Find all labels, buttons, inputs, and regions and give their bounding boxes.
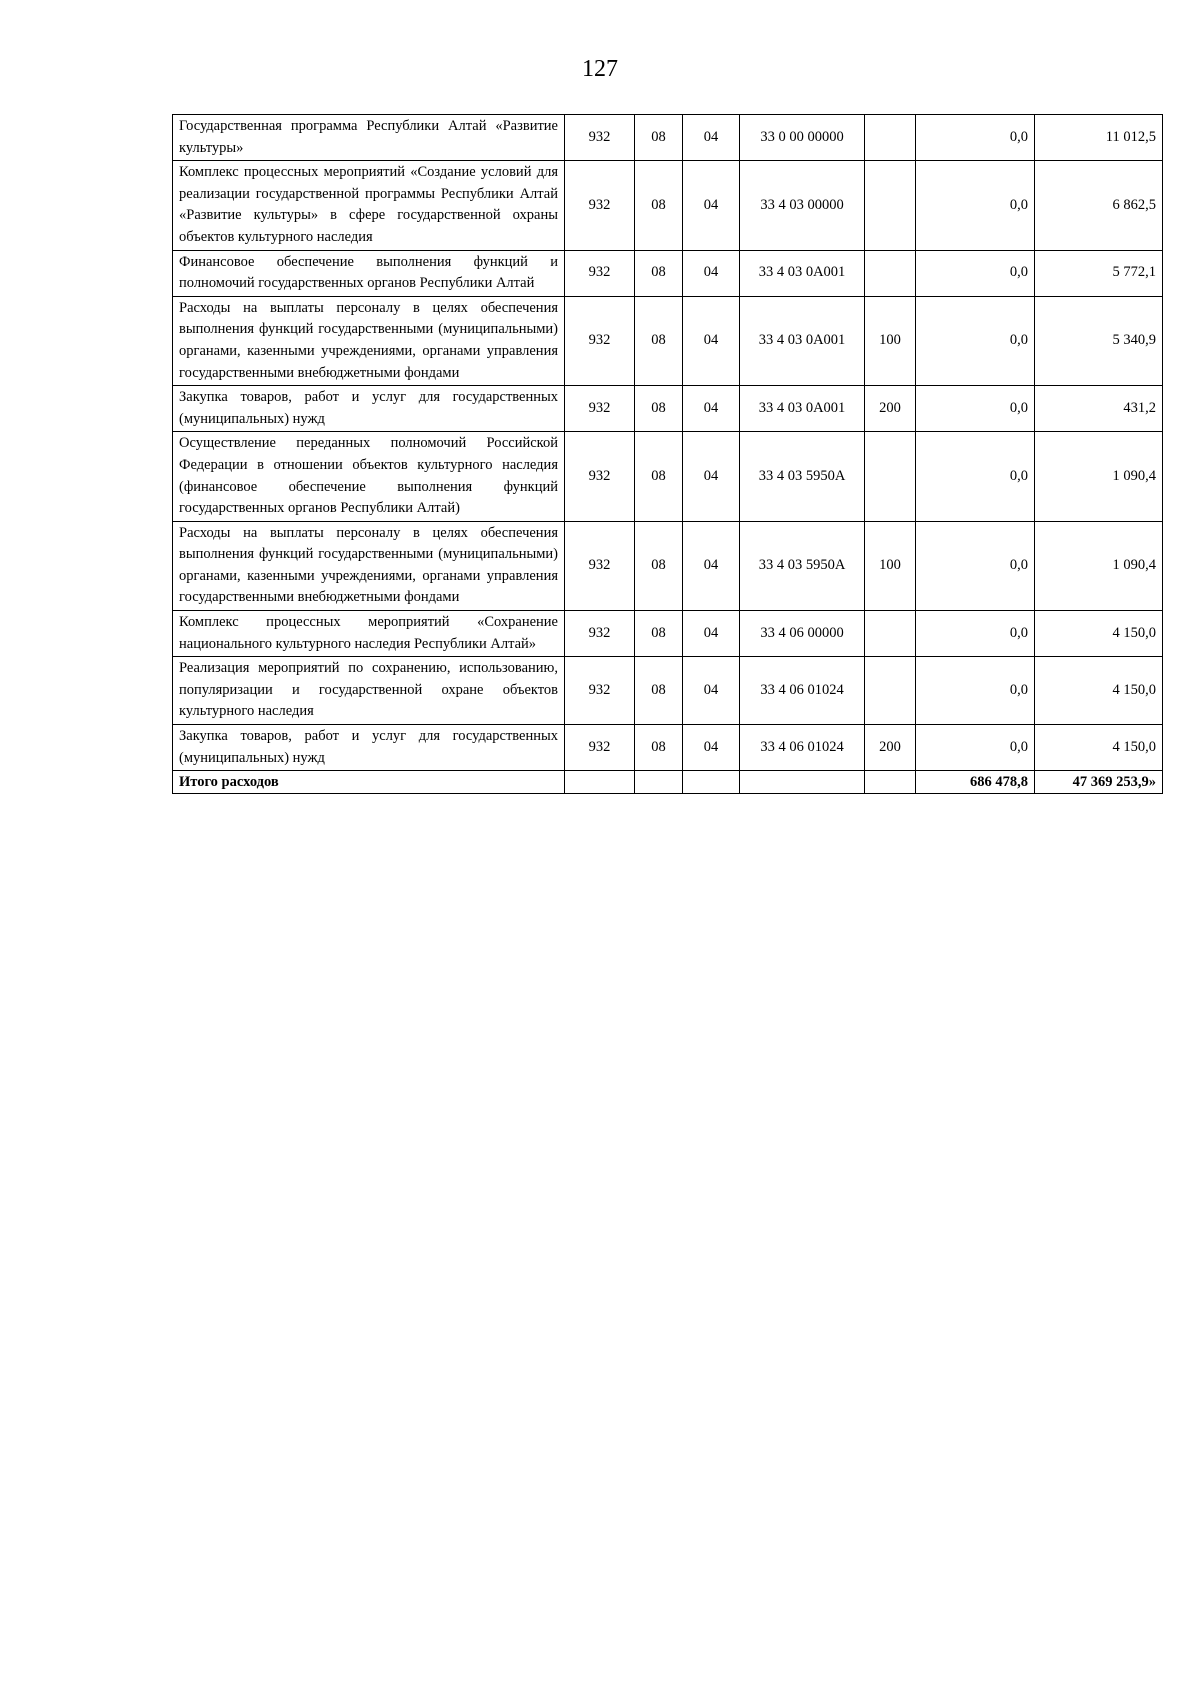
row-sum-2: 4 150,0: [1035, 611, 1163, 657]
row-sum-1: 0,0: [916, 161, 1035, 250]
row-target-article: 33 4 03 00000: [740, 161, 865, 250]
row-sum-1: 0,0: [916, 611, 1035, 657]
row-sum-1: 0,0: [916, 386, 1035, 432]
row-section: 08: [635, 296, 683, 385]
row-sum-2: 431,2: [1035, 386, 1163, 432]
row-admin-code: 932: [565, 115, 635, 161]
row-expense-type: 200: [865, 725, 916, 771]
total-empty-cell: [635, 771, 683, 794]
table-row: [173, 725, 1163, 771]
row-target-article: 33 4 03 0А001: [740, 386, 865, 432]
table-row: [173, 250, 1163, 296]
row-name: Закупка товаров, работ и услуг для государственных (муниципальных) нужд: [173, 386, 565, 432]
row-sum-2: 5 772,1: [1035, 250, 1163, 296]
row-section: 08: [635, 432, 683, 521]
row-subsection: 04: [683, 432, 740, 521]
total-empty-cell: [565, 771, 635, 794]
row-section: 08: [635, 657, 683, 725]
table-row: [173, 521, 1163, 610]
row-sum-1: 0,0: [916, 657, 1035, 725]
row-target-article: 33 4 03 0А001: [740, 296, 865, 385]
row-sum-1: 0,0: [916, 521, 1035, 610]
row-sum-1: 0,0: [916, 115, 1035, 161]
row-target-article: 33 4 06 01024: [740, 657, 865, 725]
row-sum-2: 4 150,0: [1035, 725, 1163, 771]
row-subsection: 04: [683, 611, 740, 657]
row-subsection: 04: [683, 296, 740, 385]
table-row: [173, 657, 1163, 725]
row-sum-2: 4 150,0: [1035, 657, 1163, 725]
page-number: 127: [582, 56, 618, 82]
row-name: Финансовое обеспечение выполнения функций и полномочий государственных органов Республики Алтай: [173, 250, 565, 296]
row-subsection: 04: [683, 386, 740, 432]
row-sum-1: 0,0: [916, 250, 1035, 296]
row-name: Комплекс процессных мероприятий «Создание условий для реализации государственной программы Республики Алтай «Развитие культуры» в сфере государственной охраны объектов культурного наследия: [173, 161, 565, 250]
row-name: Комплекс процессных мероприятий «Сохранение национального культурного наследия Республики Алтай»: [173, 611, 565, 657]
row-sum-1: 0,0: [916, 725, 1035, 771]
row-name: Расходы на выплаты персоналу в целях обеспечения выполнения функций государственными (муниципальными) органами, казенными учреждениями, органами управления государственными внебюджетными фондами: [173, 296, 565, 385]
row-admin-code: 932: [565, 611, 635, 657]
table-row: [173, 386, 1163, 432]
row-sum-2: 6 862,5: [1035, 161, 1163, 250]
row-target-article: 33 0 00 00000: [740, 115, 865, 161]
row-admin-code: 932: [565, 161, 635, 250]
row-sum-2: 5 340,9: [1035, 296, 1163, 385]
expenditure-table: [172, 114, 1163, 794]
row-admin-code: 932: [565, 250, 635, 296]
row-expense-type: [865, 611, 916, 657]
table-row: [173, 296, 1163, 385]
row-expense-type: 100: [865, 296, 916, 385]
row-expense-type: [865, 115, 916, 161]
row-admin-code: 932: [565, 521, 635, 610]
total-sum-2: 47 369 253,9»: [1035, 771, 1163, 794]
row-section: 08: [635, 725, 683, 771]
row-expense-type: 100: [865, 521, 916, 610]
row-name: Расходы на выплаты персоналу в целях обеспечения выполнения функций государственными (муниципальными) органами, казенными учреждениями, органами управления государственными внебюджетными фондами: [173, 521, 565, 610]
row-expense-type: [865, 432, 916, 521]
row-target-article: 33 4 03 5950А: [740, 521, 865, 610]
row-admin-code: 932: [565, 432, 635, 521]
row-admin-code: 932: [565, 386, 635, 432]
row-target-article: 33 4 03 5950А: [740, 432, 865, 521]
row-sum-2: 1 090,4: [1035, 432, 1163, 521]
row-target-article: 33 4 03 0А001: [740, 250, 865, 296]
total-row: [173, 771, 1163, 794]
row-admin-code: 932: [565, 296, 635, 385]
row-name: Осуществление переданных полномочий Российской Федерации в отношении объектов культурного наследия (финансовое обеспечение выполнения функций государственных органов Республики Алтай): [173, 432, 565, 521]
row-expense-type: 200: [865, 386, 916, 432]
total-empty-cell: [740, 771, 865, 794]
row-expense-type: [865, 161, 916, 250]
row-section: 08: [635, 386, 683, 432]
row-sum-2: 11 012,5: [1035, 115, 1163, 161]
row-expense-type: [865, 250, 916, 296]
row-section: 08: [635, 611, 683, 657]
row-subsection: 04: [683, 250, 740, 296]
row-admin-code: 932: [565, 657, 635, 725]
row-section: 08: [635, 161, 683, 250]
total-empty-cell: [865, 771, 916, 794]
row-subsection: 04: [683, 115, 740, 161]
row-subsection: 04: [683, 161, 740, 250]
row-name: Закупка товаров, работ и услуг для государственных (муниципальных) нужд: [173, 725, 565, 771]
table-row: [173, 161, 1163, 250]
row-name: Государственная программа Республики Алтай «Развитие культуры»: [173, 115, 565, 161]
row-subsection: 04: [683, 657, 740, 725]
row-target-article: 33 4 06 01024: [740, 725, 865, 771]
row-name: Реализация мероприятий по сохранению, использованию, популяризации и государственной охране объектов культурного наследия: [173, 657, 565, 725]
table-row: [173, 115, 1163, 161]
row-section: 08: [635, 250, 683, 296]
total-empty-cell: [683, 771, 740, 794]
total-label: Итого расходов: [173, 771, 565, 794]
row-expense-type: [865, 657, 916, 725]
row-target-article: 33 4 06 00000: [740, 611, 865, 657]
row-sum-1: 0,0: [916, 296, 1035, 385]
row-sum-2: 1 090,4: [1035, 521, 1163, 610]
table-body: [173, 115, 1163, 771]
row-subsection: 04: [683, 521, 740, 610]
table-row: [173, 611, 1163, 657]
table-row: [173, 432, 1163, 521]
row-section: 08: [635, 115, 683, 161]
row-subsection: 04: [683, 725, 740, 771]
row-sum-1: 0,0: [916, 432, 1035, 521]
total-sum-1: 686 478,8: [916, 771, 1035, 794]
row-section: 08: [635, 521, 683, 610]
row-admin-code: 932: [565, 725, 635, 771]
